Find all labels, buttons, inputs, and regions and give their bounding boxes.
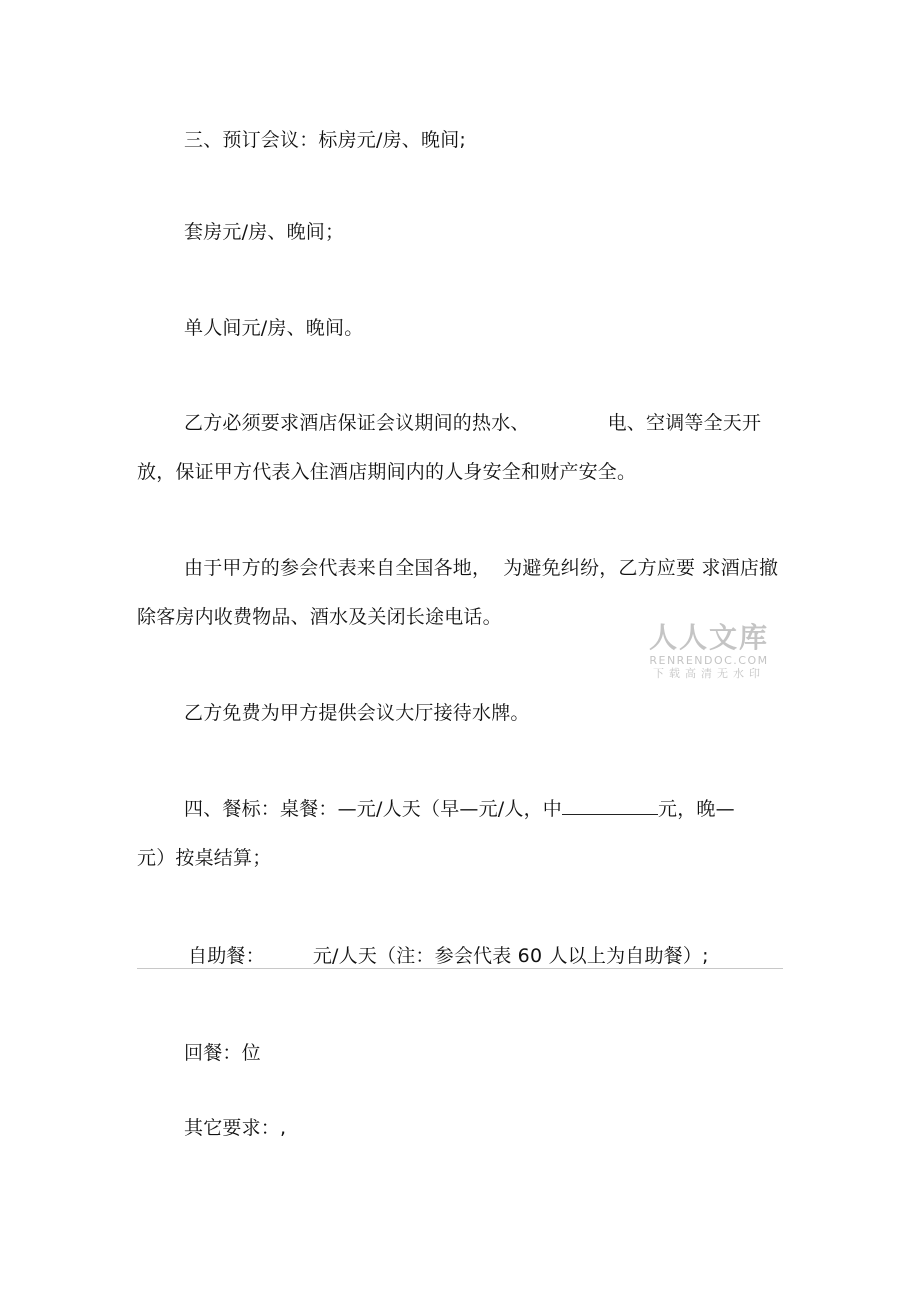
watermark-tagline: 下载高清无水印 bbox=[653, 667, 765, 680]
water-sign-paragraph: 乙方免费为甲方提供会议大厅接待水牌。 bbox=[184, 702, 530, 724]
watermark-title: 人人文库 bbox=[648, 621, 769, 654]
buffet-label: 自助餐： bbox=[188, 945, 265, 967]
section4-line2: 元）按桌结算； bbox=[137, 847, 272, 869]
renrendoc-watermark bbox=[646, 622, 772, 681]
section3-line1: 三、预订会议：标房元/房、晚间; bbox=[184, 129, 467, 151]
hotel-services-line2: 放，保证甲方代表入住酒店期间内的人身安全和财产安全。 bbox=[137, 461, 637, 483]
hotel-services-line1-part-b: 电、空调等全天开 bbox=[607, 412, 762, 434]
delegates-line2: 除客房内收费物品、酒水及关闭长途电话。 bbox=[137, 606, 502, 628]
delegates-line1-part-b: 为避免纠纷，乙方应要 求酒店撤 bbox=[503, 557, 779, 579]
section4-line1-part-b: 元，晚— bbox=[658, 798, 735, 820]
page-divider bbox=[137, 968, 783, 969]
hotel-services-line1-part-a: 乙方必须要求酒店保证会议期间的热水、 bbox=[184, 412, 530, 434]
section3-line3: 单人间元/房、晚间。 bbox=[184, 317, 364, 339]
buffet-text: 元/人天（注：参会代表 60 人以上为自助餐）; bbox=[312, 945, 709, 967]
watermark-domain: RENRENDOC.COM bbox=[649, 654, 769, 667]
delegates-line1 bbox=[184, 556, 778, 580]
section4-line1 bbox=[184, 796, 735, 821]
section4-line1-part-a: 四、餐标：桌餐：—元/人天（早—元/人，中 bbox=[184, 798, 563, 820]
lunch-price-blank bbox=[562, 796, 658, 815]
hotel-services-line1 bbox=[184, 411, 761, 435]
return-meal-line: 回餐：位 bbox=[184, 1042, 261, 1064]
delegates-line1-part-a: 由于甲方的参会代表来自全国各地， bbox=[184, 557, 492, 579]
section3-line2: 套房元/房、晚间； bbox=[184, 221, 345, 243]
other-requirements-line: 其它要求：, bbox=[184, 1117, 287, 1139]
buffet-line bbox=[188, 944, 709, 968]
